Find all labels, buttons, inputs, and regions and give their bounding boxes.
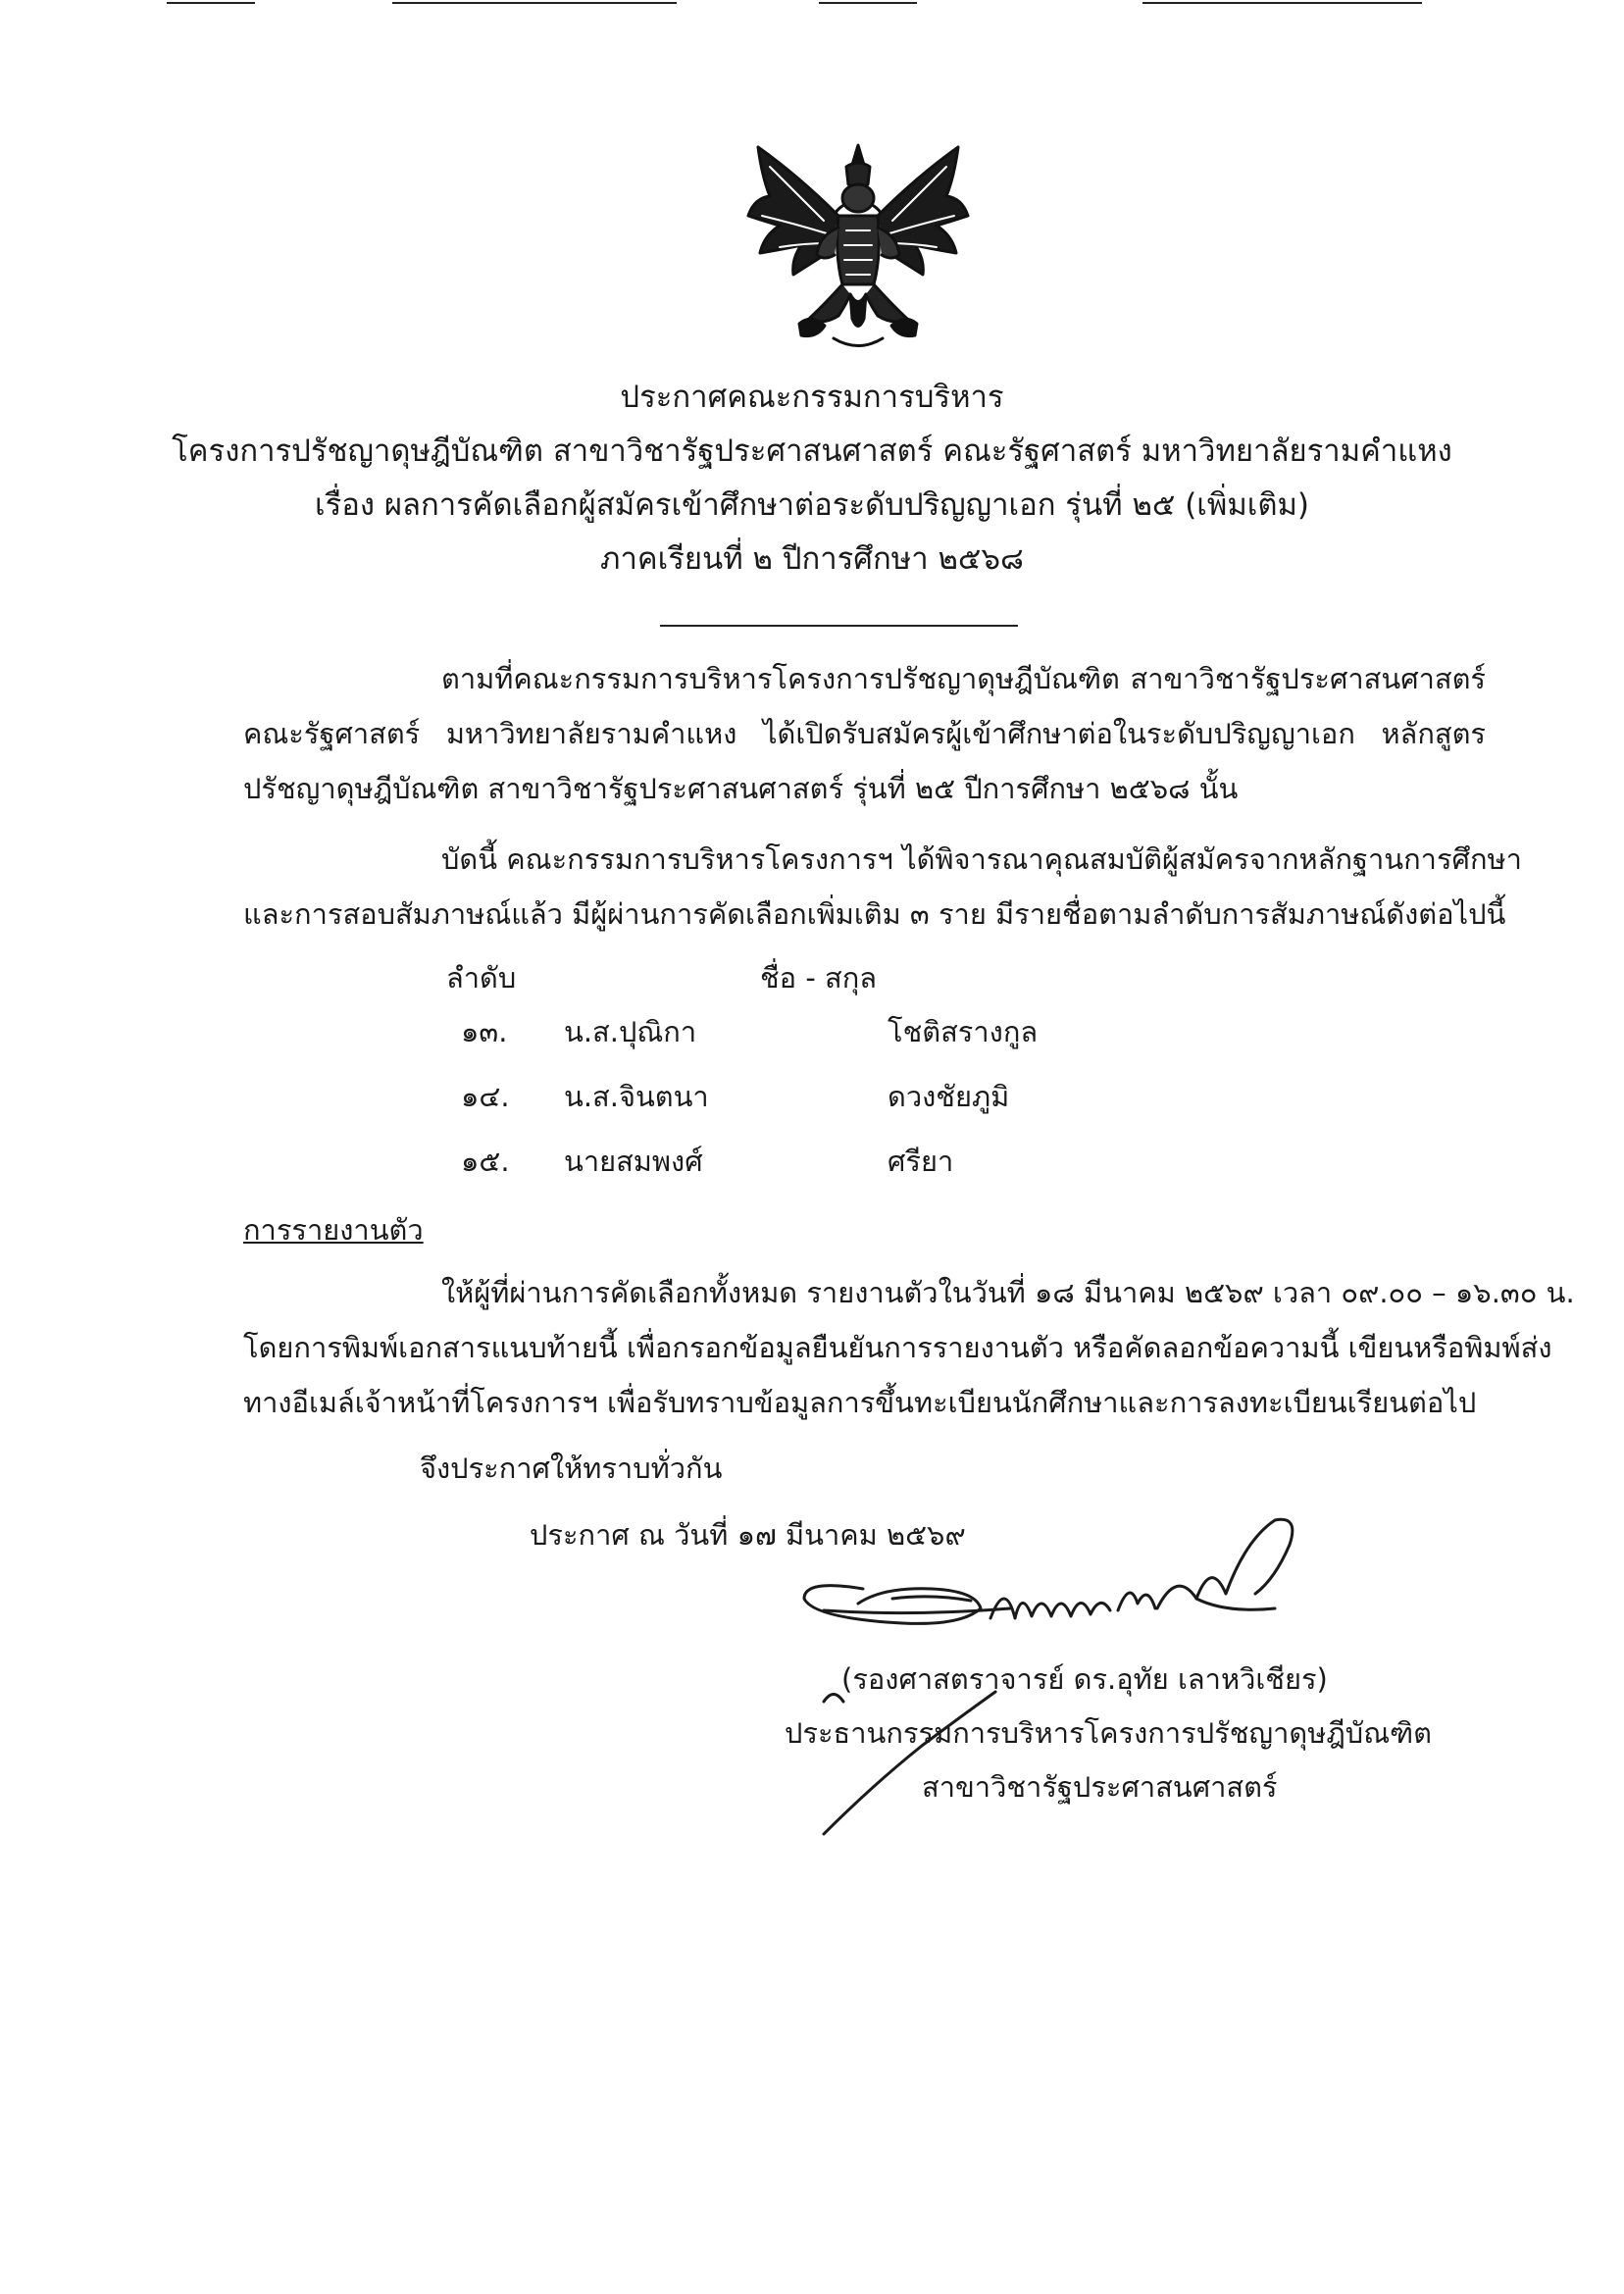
list-item-first-name: นายสมพงศ์ [564, 1145, 703, 1178]
list-item-last-name: ดวงชัยภูมิ [888, 1080, 1010, 1113]
list-item-last-name: ศรียา [888, 1145, 954, 1178]
signatory-department: สาขาวิชารัฐประศาสนศาสตร์ [922, 1770, 1278, 1804]
list-header-order: ลำดับ [446, 961, 517, 994]
list-item-first-name: น.ส.ปุณิกา [564, 1015, 697, 1048]
list-item-number: ๑๕. [461, 1145, 510, 1178]
header-divider [660, 625, 1018, 627]
paragraph-1-line: ตามที่คณะกรรมการบริหารโครงการปรัชญาดุษฎีบัณฑิต สาขาวิชารัฐประศาสนศาสตร์ [441, 662, 1486, 695]
semester-line: ภาคเรียนที่ ๒ ปีการศึกษา ๒๕๖๘ [600, 541, 1024, 577]
list-item-last-name: โชติสรางกูล [888, 1015, 1039, 1048]
garuda-emblem-icon [740, 137, 976, 358]
report-line: ทางอีเมล์เจ้าหน้าที่โครงการฯ เพื่อรับทราบข้อมูลการขึ้นทะเบียนนักศึกษาและการลงทะเบียนเรียนต่อไป [243, 1386, 1477, 1419]
announcement-date: ประกาศ ณ วันที่ ๑๗ มีนาคม ๒๕๖๙ [530, 1518, 966, 1552]
paragraph-1-line: ปรัชญาดุษฎีบัณฑิต สาขาวิชารัฐประศาสนศาสตร์ รุ่นที่ ๒๕ ปีการศึกษา ๒๕๖๘ นั้น [243, 772, 1239, 805]
list-item-number: ๑๔. [461, 1080, 510, 1113]
scan-artifact-line [1142, 2, 1422, 4]
closing-statement: จึงประกาศให้ทราบทั่วกัน [420, 1452, 723, 1485]
announcement-title: ประกาศคณะกรรมการบริหาร [620, 380, 1004, 415]
paragraph-1-line: คณะรัฐศาสตร์ มหาวิทยาลัยรามคำแหง ได้เปิดรับสมัครผู้เข้าศึกษาต่อในระดับปริญญาเอก หลักสูตร [243, 717, 1486, 750]
signatory-name: (รองศาสตราจารย์ ดร.อุทัย เลาหวิเชียร) [841, 1662, 1328, 1696]
subject-line: เรื่อง ผลการคัดเลือกผู้สมัครเข้าศึกษาต่อระดับปริญญาเอก รุ่นที่ ๒๕ (เพิ่มเติม) [314, 487, 1310, 523]
list-header-name: ชื่อ - สกุล [760, 961, 878, 994]
report-line: ให้ผู้ที่ผ่านการคัดเลือกทั้งหมด รายงานตัวในวันที่ ๑๘ มีนาคม ๒๕๖๙ เวลา ๐๙.๐๐ – ๑๖.๓๐ น. [441, 1276, 1575, 1309]
paragraph-2-line: บัดนี้ คณะกรรมการบริหารโครงการฯ ได้พิจารณาคุณสมบัติผู้สมัครจากหลักฐานการศึกษา [441, 842, 1522, 876]
scan-artifact-line [819, 2, 917, 4]
signatory-position: ประธานกรรมการบริหารโครงการปรัชญาดุษฎีบัณฑิต [785, 1716, 1433, 1750]
paragraph-2-line: และการสอบสัมภาษณ์แล้ว มีผู้ผ่านการคัดเลือกเพิ่มเติม ๓ ราย มีรายชื่อตามลำดับการสัมภาษณ์ดังต่อไปนี้ [243, 897, 1506, 931]
report-heading: การรายงานตัว [243, 1213, 424, 1247]
scan-artifact-line [167, 2, 255, 4]
program-name: โครงการปรัชญาดุษฎีบัณฑิต สาขาวิชารัฐประศาสนศาสตร์ คณะรัฐศาสตร์ มหาวิทยาลัยรามคำแหง [172, 433, 1452, 469]
scan-artifact-line [392, 2, 677, 4]
report-line: โดยการพิมพ์เอกสารแนบท้ายนี้ เพื่อกรอกข้อมูลยืนยันการรายงานตัว หรือคัดลอกข้อความนี้ เขียนหรือพิมพ์ส่ง [243, 1331, 1552, 1364]
list-item-number: ๑๓. [461, 1015, 508, 1048]
list-item-first-name: น.ส.จินตนา [564, 1080, 709, 1113]
